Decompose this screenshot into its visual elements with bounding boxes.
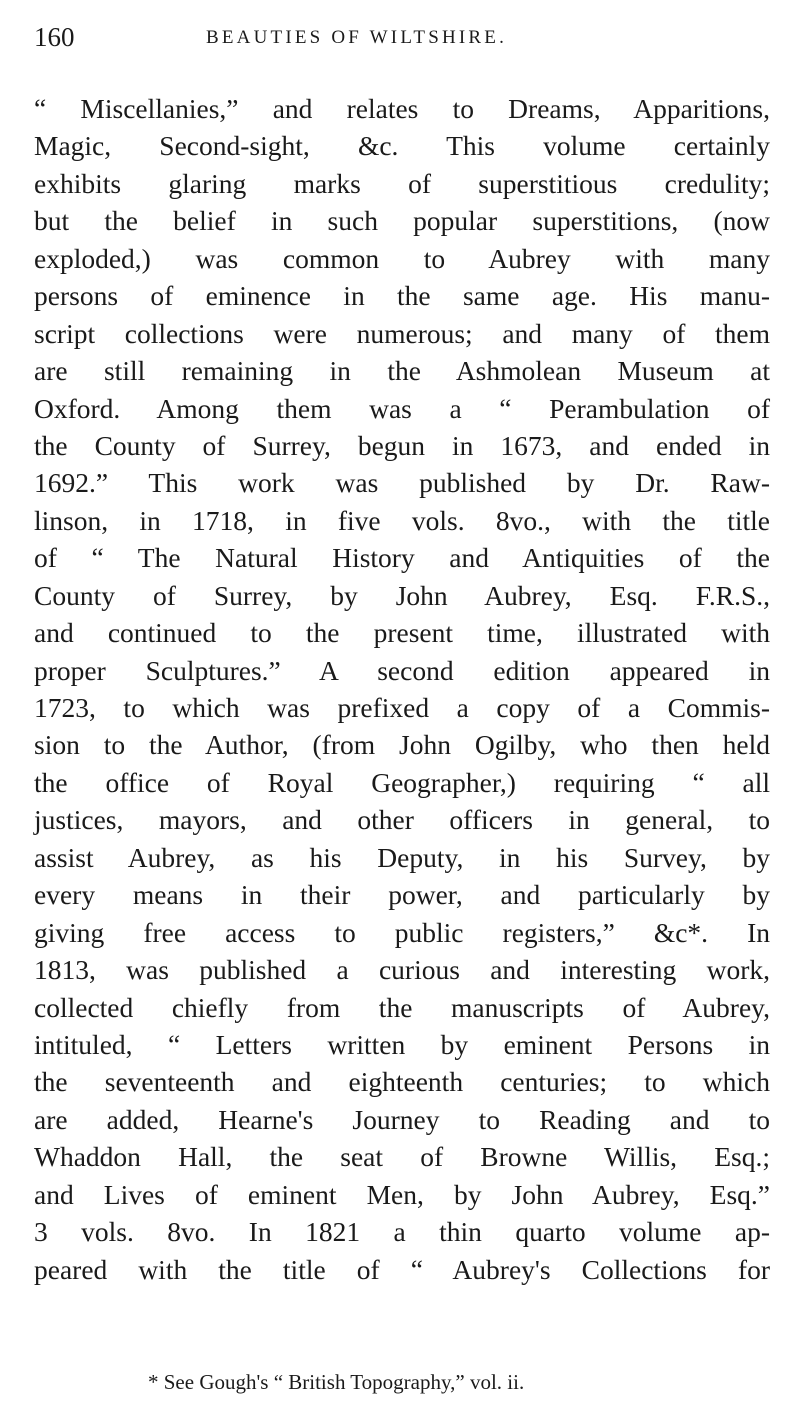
text-line: collected chiefly from the manuscripts of Aubrey, <box>34 991 770 1023</box>
text-line: the seventeenth and eighteenth centuries; to which <box>34 1066 770 1098</box>
text-line: are added, Hearne's Journey to Reading and to <box>34 1103 770 1135</box>
text-line: but the belief in such popular superstitions, (now <box>34 205 770 237</box>
text-line: the County of Surrey, begun in 1673, and ended in <box>34 429 770 461</box>
body-text <box>34 90 770 1288</box>
text-line: of “ The Natural History and Antiquities of the <box>34 542 770 574</box>
text-line: justices, mayors, and other officers in general, to <box>34 804 770 836</box>
text-line: assist Aubrey, as his Deputy, in his Survey, by <box>34 841 770 873</box>
text-line: 3 vols. 8vo. In 1821 a thin quarto volume ap- <box>34 1216 770 1248</box>
text-line: 1692.” This work was published by Dr. Raw- <box>34 467 770 499</box>
text-line: Magic, Second-sight, &c. This volume certainly <box>34 130 770 162</box>
text-line: County of Surrey, by John Aubrey, Esq. F.R.S., <box>34 579 770 611</box>
text-line: peared with the title of “ Aubrey's Collections for <box>34 1253 770 1285</box>
text-line: giving free access to public registers,” &c*. In <box>34 916 770 948</box>
text-line: the office of Royal Geographer,) requiring “ all <box>34 766 770 798</box>
text-line: 1813, was published a curious and interesting work, <box>34 954 770 986</box>
text-line: script collections were numerous; and many of them <box>34 317 770 349</box>
text-line: persons of eminence in the same age. His manu- <box>34 280 770 312</box>
text-line: are still remaining in the Ashmolean Museum at <box>34 355 770 387</box>
text-line: sion to the Author, (from John Ogilby, who then held <box>34 729 770 761</box>
text-line: 1723, to which was prefixed a copy of a Commis- <box>34 692 770 723</box>
text-line: and Lives of eminent Men, by John Aubrey, Esq.” <box>34 1178 770 1210</box>
text-line: and continued to the present time, illustrated with <box>34 617 770 649</box>
page-number: 160 <box>34 22 75 52</box>
text-line: exhibits glaring marks of superstitious credulity; <box>34 167 770 199</box>
text-line: intituled, “ Letters written by eminent Persons in <box>34 1028 770 1060</box>
text-line: exploded,) was common to Aubrey with many <box>34 242 770 274</box>
text-line: Oxford. Among them was a “ Perambulation of <box>34 392 770 424</box>
text-line: every means in their power, and particularly by <box>34 879 770 911</box>
running-title: BEAUTIES OF WILTSHIRE. <box>206 27 508 48</box>
text-line: linson, in 1718, in five vols. 8vo., with the title <box>34 504 770 536</box>
footnote: * See Gough's “ British Topography,” vol. ii. <box>148 1370 525 1394</box>
text-line: “ Miscellanies,” and relates to Dreams, Apparitions, <box>34 93 770 124</box>
text-line: proper Sculptures.” A second edition appeared in <box>34 654 770 686</box>
text-line: Whaddon Hall, the seat of Browne Willis, Esq.; <box>34 1141 770 1173</box>
